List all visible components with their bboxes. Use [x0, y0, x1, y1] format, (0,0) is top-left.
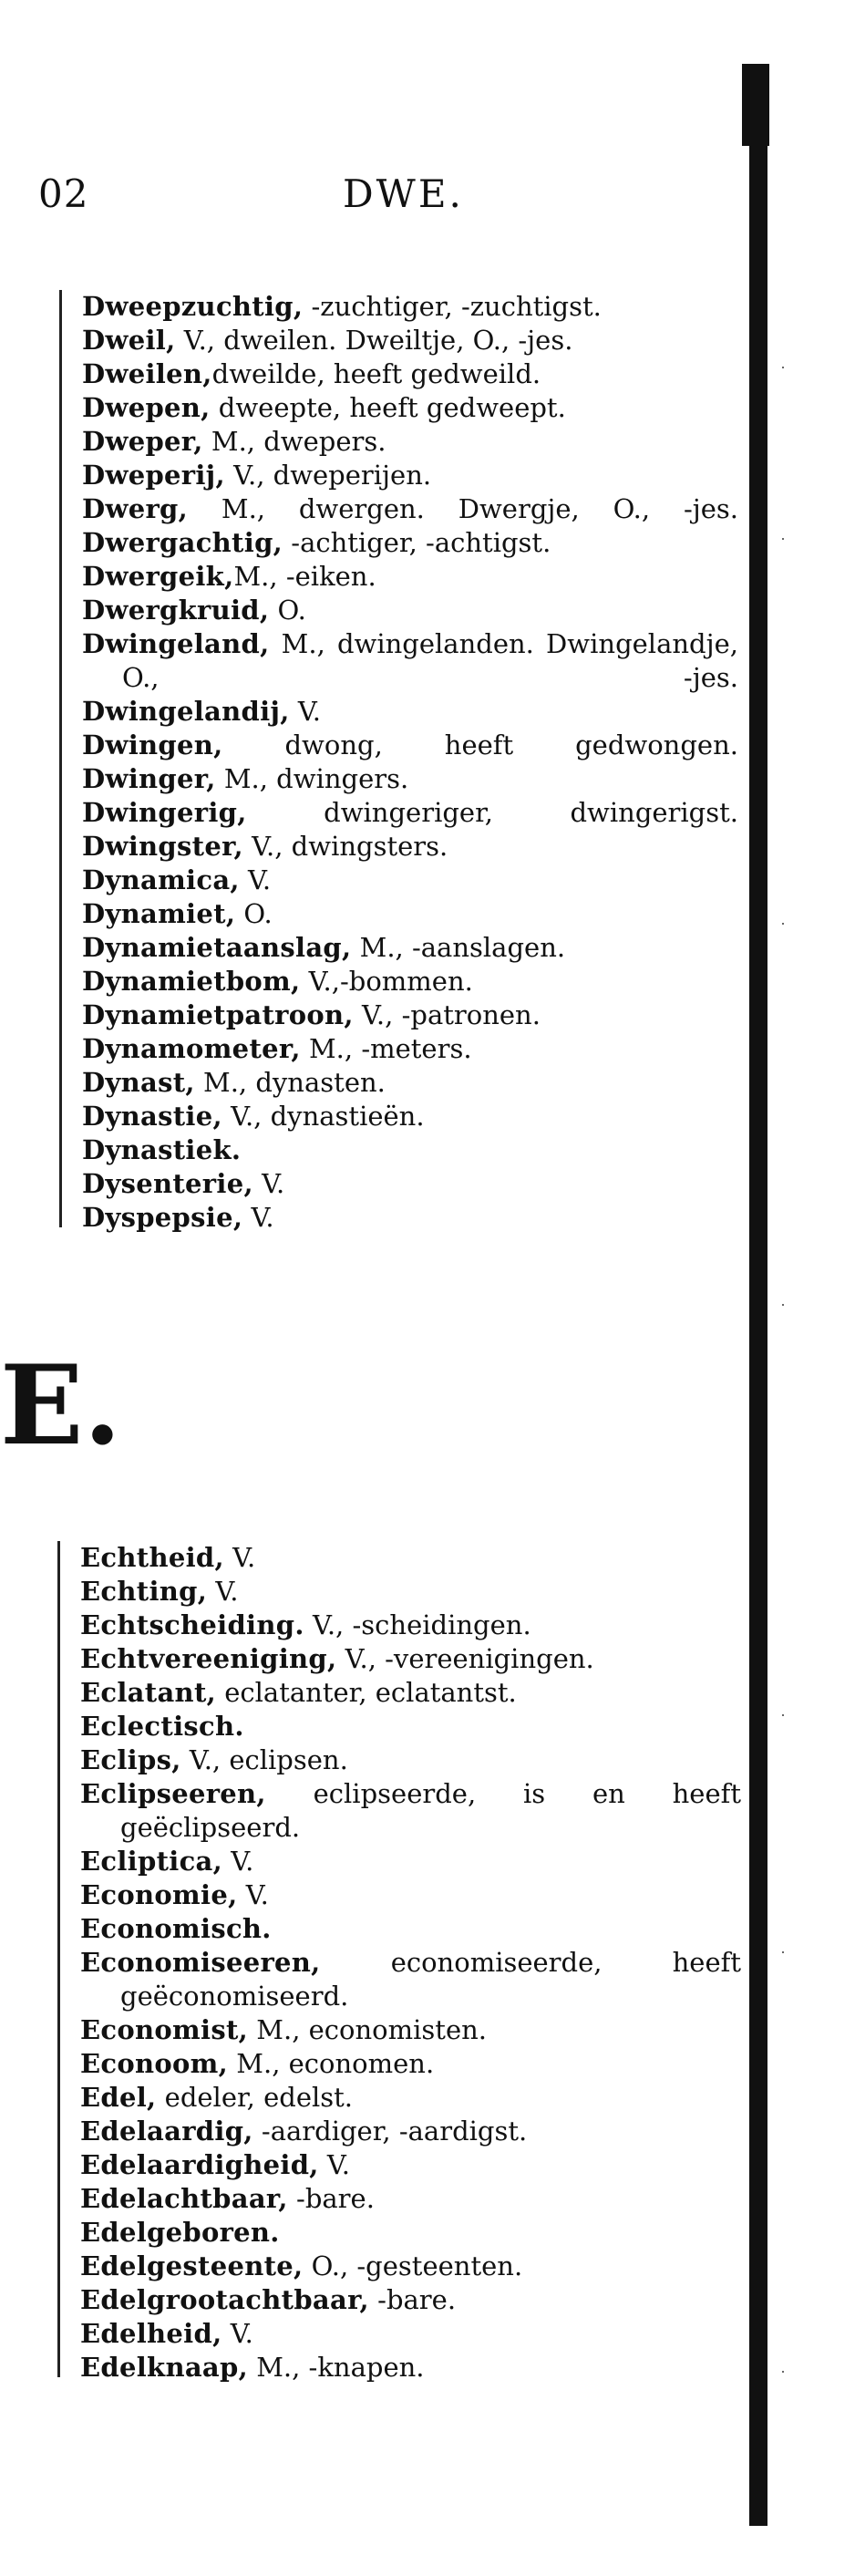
entry-headword: Dweilen, — [82, 358, 212, 389]
entry-headword: Dwingster, — [82, 831, 243, 862]
dictionary-entry — [82, 594, 738, 627]
dictionary-entry — [80, 2081, 741, 2115]
entry-headword: Edelachtbaar, — [80, 2183, 288, 2214]
entry-definition: M., -meters. — [300, 1033, 472, 1064]
entry-headword: Eclipseeren, — [80, 1778, 266, 1809]
dictionary-entry — [80, 1845, 741, 1878]
entry-headword: Eclips, — [80, 1744, 181, 1775]
entry-definition: V. — [289, 696, 321, 727]
entry-headword: Economie, — [80, 1879, 238, 1910]
entry-headword: Dynamietpatroon, — [82, 999, 354, 1030]
entry-headword: Dwingeland, — [82, 628, 270, 659]
entry-headword: Dynastiek. — [82, 1134, 242, 1165]
entry-definition: V. — [318, 2149, 351, 2180]
dictionary-entry — [82, 391, 738, 425]
dictionary-entry — [82, 357, 738, 391]
entry-definition: V., -vereenigingen. — [336, 1643, 594, 1674]
entry-headword: Dwinger, — [82, 763, 216, 794]
entry-definition: M., economisten. — [248, 2014, 487, 2045]
entry-definition: dweilde, heeft gedweild. — [211, 358, 541, 389]
entry-headword: Edelgesteente, — [80, 2250, 304, 2281]
dictionary-entry — [80, 2351, 741, 2385]
entry-definition: V. — [239, 864, 272, 895]
entry-definition: V.,-bommen. — [300, 966, 473, 997]
entry-definition: dwingeriger, dwingerigst. — [246, 797, 738, 828]
dictionary-entry — [80, 2216, 741, 2250]
dictionary-entry — [80, 1676, 741, 1710]
entry-headword: Dwergkruid, — [82, 595, 270, 626]
dictionary-entry — [82, 1133, 738, 1167]
entry-definition: V. — [207, 1576, 239, 1607]
entry-headword: Edelknaap, — [80, 2352, 248, 2383]
entry-definition: V., dwingsters. — [242, 831, 448, 862]
entry-definition: -zuchtiger, -zuchtigst. — [303, 291, 602, 322]
entry-definition: M., dwingers. — [215, 763, 409, 794]
entry-headword: Echting, — [80, 1576, 208, 1607]
dictionary-entry — [80, 2283, 741, 2317]
dictionary-entry — [82, 290, 738, 324]
dictionary-entry — [80, 1946, 741, 2013]
dictionary-entry — [82, 425, 738, 459]
entry-headword: Dwepen, — [82, 392, 211, 423]
entry-definition: M., dynasten. — [194, 1067, 386, 1098]
dictionary-entry — [82, 560, 738, 594]
entry-headword: Dynamietaanslag, — [82, 932, 352, 963]
dictionary-entry — [80, 2182, 741, 2216]
dictionary-entry — [80, 1743, 741, 1777]
entry-definition: eclipseerde, is en heeft geëclipseerd. — [120, 1778, 741, 1843]
entry-headword: Dyspepsie, — [82, 1202, 243, 1233]
dictionary-entry — [82, 897, 738, 931]
section-letter: E. — [0, 1341, 122, 1470]
entry-headword: Economist, — [80, 2014, 249, 2045]
dictionary-entry — [82, 1032, 738, 1066]
dictionary-entry — [80, 1575, 741, 1609]
dictionary-entry — [80, 1777, 741, 1845]
entry-headword: Economisch. — [80, 1913, 272, 1944]
entry-headword: Dwergeik, — [82, 561, 234, 592]
entry-headword: Edelaardigheid, — [80, 2149, 319, 2180]
entry-definition: dweepte, heeft gedweept. — [210, 392, 566, 423]
entry-headword: Echtvereeniging, — [80, 1643, 337, 1674]
entry-definition: O. — [269, 595, 306, 626]
dictionary-entry — [82, 931, 738, 965]
dictionary-entry — [82, 526, 738, 560]
dictionary-entry — [80, 2317, 741, 2351]
entry-definition: V. — [223, 1542, 256, 1573]
dictionary-entry — [82, 729, 738, 762]
entry-definition: economiseerde, heeft geëconomiseerd. — [120, 1947, 741, 2012]
entry-definition: M., -knapen. — [247, 2352, 425, 2383]
entry-headword: Dweepzuchtig, — [82, 291, 304, 322]
dictionary-entry — [80, 1710, 741, 1743]
dictionary-entry — [80, 2047, 741, 2081]
dictionary-entry — [82, 796, 738, 830]
entry-headword: Dwingelandij, — [82, 696, 290, 727]
dictionary-entry — [82, 1100, 738, 1133]
entry-headword: Dynamica, — [82, 864, 240, 895]
entry-definition: V. — [222, 1846, 254, 1877]
dictionary-entry — [82, 459, 738, 492]
entry-headword: Dynastie, — [82, 1101, 222, 1132]
entry-headword: Dysenterie, — [82, 1168, 253, 1199]
entry-definition: V., -patronen. — [353, 999, 541, 1030]
entry-definition: -aardiger, -aardigst. — [252, 2116, 528, 2147]
entry-headword: Ecliptica, — [80, 1846, 223, 1877]
entry-definition: M., -aanslagen. — [351, 932, 566, 963]
entry-definition: V., -scheidingen. — [304, 1609, 531, 1640]
entry-definition: V., dweilen. Dweiltje, O., -jes. — [175, 325, 573, 356]
entry-headword: Dweper, — [82, 426, 203, 457]
dictionary-entry — [82, 324, 738, 357]
entry-definition: M., -eiken. — [233, 561, 376, 592]
entry-headword: Echtscheiding. — [80, 1609, 304, 1640]
page-edge-shadow — [749, 64, 767, 2526]
dictionary-entry — [82, 998, 738, 1032]
entry-definition: M., dwergen. Dwergje, O., -jes. — [188, 493, 738, 524]
dictionary-entry — [82, 830, 738, 864]
entry-definition: V. — [237, 1879, 269, 1910]
entry-definition: V. — [242, 1202, 274, 1233]
entry-definition: edeler, edelst. — [156, 2082, 354, 2113]
entry-headword: Eclectisch. — [80, 1711, 244, 1742]
dictionary-entry — [80, 1912, 741, 1946]
dictionary-entry — [80, 1642, 741, 1676]
entry-definition: V., dynastieën. — [221, 1101, 425, 1132]
entry-headword: Dynamiet, — [82, 898, 236, 929]
entry-headword: Dweperij, — [82, 460, 225, 491]
entry-definition: dwong, heeft gedwongen. — [222, 729, 738, 760]
entry-headword: Econoom, — [80, 2048, 229, 2079]
entry-headword: Dwingen, — [82, 729, 223, 760]
entry-headword: Economiseeren, — [80, 1947, 321, 1978]
dictionary-entry — [82, 1066, 738, 1100]
dictionary-entry — [82, 492, 738, 526]
entry-headword: Dynamietbom, — [82, 966, 301, 997]
entry-headword: Dwergachtig, — [82, 527, 283, 558]
dictionary-entry — [82, 965, 738, 998]
dictionary-entry — [82, 627, 738, 695]
entry-definition: -bare. — [368, 2284, 457, 2315]
dictionary-entry — [82, 1201, 738, 1235]
entry-headword: Edelheid, — [80, 2318, 222, 2349]
entry-headword: Edelgrootachtbaar, — [80, 2284, 369, 2315]
entry-headword: Dynast, — [82, 1067, 195, 1098]
entry-headword: Echtheid, — [80, 1542, 224, 1573]
dictionary-entry — [80, 1541, 741, 1575]
entry-headword: Edelaardig, — [80, 2116, 253, 2147]
entry-definition: V., dweperijen. — [224, 460, 432, 491]
entry-definition: -achtiger, -achtigst. — [283, 527, 551, 558]
dictionary-entry — [80, 2148, 741, 2182]
entry-definition: M., economen. — [228, 2048, 435, 2079]
running-head: DWE. — [343, 171, 464, 216]
column-bottom — [80, 1541, 741, 2385]
entry-definition: M., dwingelanden. Dwingelandje, O., -jes. — [122, 628, 738, 693]
dictionary-entry — [82, 864, 738, 897]
entry-definition: eclatanter, eclatantst. — [216, 1677, 517, 1708]
entry-headword: Dwingerig, — [82, 797, 247, 828]
dictionary-entry — [80, 1609, 741, 1642]
entry-definition: V. — [252, 1168, 285, 1199]
entry-headword: Dweil, — [82, 325, 176, 356]
entry-headword: Edel, — [80, 2082, 157, 2113]
entry-headword: Dwerg, — [82, 493, 189, 524]
entry-definition: M., dwepers. — [202, 426, 386, 457]
entry-definition: V. — [221, 2318, 253, 2349]
dictionary-entry — [82, 762, 738, 796]
entry-headword: Eclatant, — [80, 1677, 217, 1708]
entry-headword: Dynamometer, — [82, 1033, 301, 1064]
dictionary-entry — [82, 1167, 738, 1201]
page-number: 02 — [38, 171, 89, 216]
entry-definition: O. — [235, 898, 273, 929]
dictionary-entry — [80, 2115, 741, 2148]
entry-definition: V., eclipsen. — [180, 1744, 348, 1775]
dictionary-entry — [80, 1878, 741, 1912]
dictionary-entry — [80, 2250, 741, 2283]
dictionary-entry — [82, 695, 738, 729]
dictionary-entry — [80, 2013, 741, 2047]
entry-headword: Edelgeboren. — [80, 2217, 280, 2248]
column-top — [82, 290, 738, 1235]
entry-definition: -bare. — [287, 2183, 375, 2214]
entry-definition: O., -gesteenten. — [303, 2250, 523, 2281]
